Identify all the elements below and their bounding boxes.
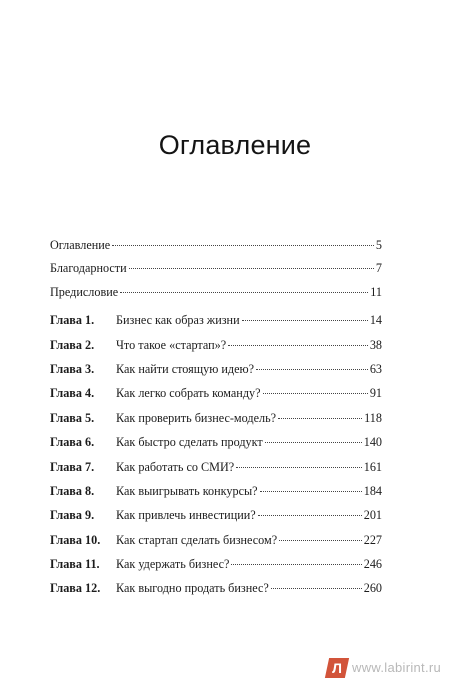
toc-title: Как найти стоящую идею? [116, 361, 255, 376]
dot-leader [231, 563, 361, 565]
toc-title: Как быстро сделать продукт [116, 435, 263, 450]
dot-leader [242, 319, 368, 321]
toc-page: 38 [369, 337, 382, 352]
toc-row-chapter [50, 433, 382, 457]
toc-row-chapter [50, 531, 382, 555]
dot-leader [260, 490, 362, 492]
chapter-label: Глава 5. [50, 410, 95, 425]
dot-leader [279, 539, 362, 541]
dot-leader [258, 514, 362, 516]
toc-row-chapter [50, 384, 382, 408]
toc-page: 11 [370, 284, 382, 299]
dot-leader [265, 441, 362, 443]
toc-title: Как работать со СМИ? [116, 459, 235, 474]
watermark-url: www.labirint.ru [352, 660, 442, 675]
toc-row-prelim [50, 259, 382, 282]
toc-page: 14 [369, 313, 382, 328]
dot-leader [112, 244, 374, 246]
toc-page: 201 [363, 508, 382, 523]
toc-row-chapter [50, 555, 382, 579]
chapter-label: Глава 8. [50, 483, 95, 498]
toc-row-chapter [50, 482, 382, 506]
chapter-label: Глава 1. [50, 313, 95, 328]
labirint-logo-icon [325, 658, 349, 678]
logo-letter: Л [332, 660, 342, 676]
chapter-label: Глава 10. [50, 532, 101, 547]
toc-title: Как выгодно продать бизнес? [116, 581, 269, 596]
dot-leader [236, 466, 362, 468]
chapter-label: Глава 7. [50, 459, 95, 474]
toc-row-chapter [50, 336, 382, 360]
toc-title: Оглавление [50, 238, 111, 252]
toc-title: Предисловие [50, 284, 119, 299]
toc-page: 7 [375, 261, 382, 276]
toc-title: Как проверить бизнес-модель? [116, 410, 277, 425]
toc-row-chapter [50, 458, 382, 482]
toc-page: 161 [363, 459, 382, 474]
toc-row-chapter [50, 409, 382, 433]
toc-title: Что такое «стартап»? [116, 337, 227, 352]
dot-leader [120, 291, 368, 293]
chapter-label: Глава 11. [50, 557, 100, 572]
toc-row-prelim [50, 236, 382, 259]
toc-page: 63 [369, 361, 382, 376]
chapter-label: Глава 4. [50, 386, 95, 401]
chapter-label: Глава 12. [50, 581, 101, 596]
dot-leader [256, 368, 368, 370]
toc-row-chapter [50, 579, 382, 603]
toc-page: 118 [364, 410, 382, 425]
toc-title: Как стартап сделать бизнесом? [116, 532, 278, 547]
toc-title: Благодарности [50, 261, 127, 276]
toc-page: 246 [363, 557, 382, 572]
toc-row-chapter [50, 311, 382, 335]
toc-row-prelim [50, 283, 382, 306]
dot-leader [263, 392, 368, 394]
dot-leader [129, 267, 374, 269]
toc-title: Бизнес как образ жизни [116, 313, 240, 328]
toc-page: 227 [363, 532, 382, 547]
dot-leader [271, 587, 362, 589]
chapter-label: Глава 2. [50, 337, 95, 352]
page-title: Оглавление [158, 130, 312, 160]
toc-row-chapter [50, 360, 382, 384]
dot-leader [278, 417, 362, 419]
chapter-label: Глава 6. [50, 435, 95, 450]
toc-title: Как легко собрать команду? [116, 386, 261, 401]
dot-leader [228, 344, 368, 346]
toc-page: 260 [363, 581, 382, 596]
toc-page: 91 [369, 386, 382, 401]
table-of-contents [50, 236, 382, 604]
toc-row-chapter [50, 506, 382, 530]
toc-title: Как привлечь инвестиции? [116, 508, 256, 523]
toc-title: Как удержать бизнес? [116, 557, 230, 572]
chapter-label: Глава 9. [50, 508, 95, 523]
toc-page: 5 [375, 238, 382, 252]
chapter-label: Глава 3. [50, 361, 95, 376]
toc-title: Как выигрывать конкурсы? [116, 483, 258, 498]
toc-page: 184 [363, 483, 382, 498]
toc-page: 140 [363, 435, 382, 450]
